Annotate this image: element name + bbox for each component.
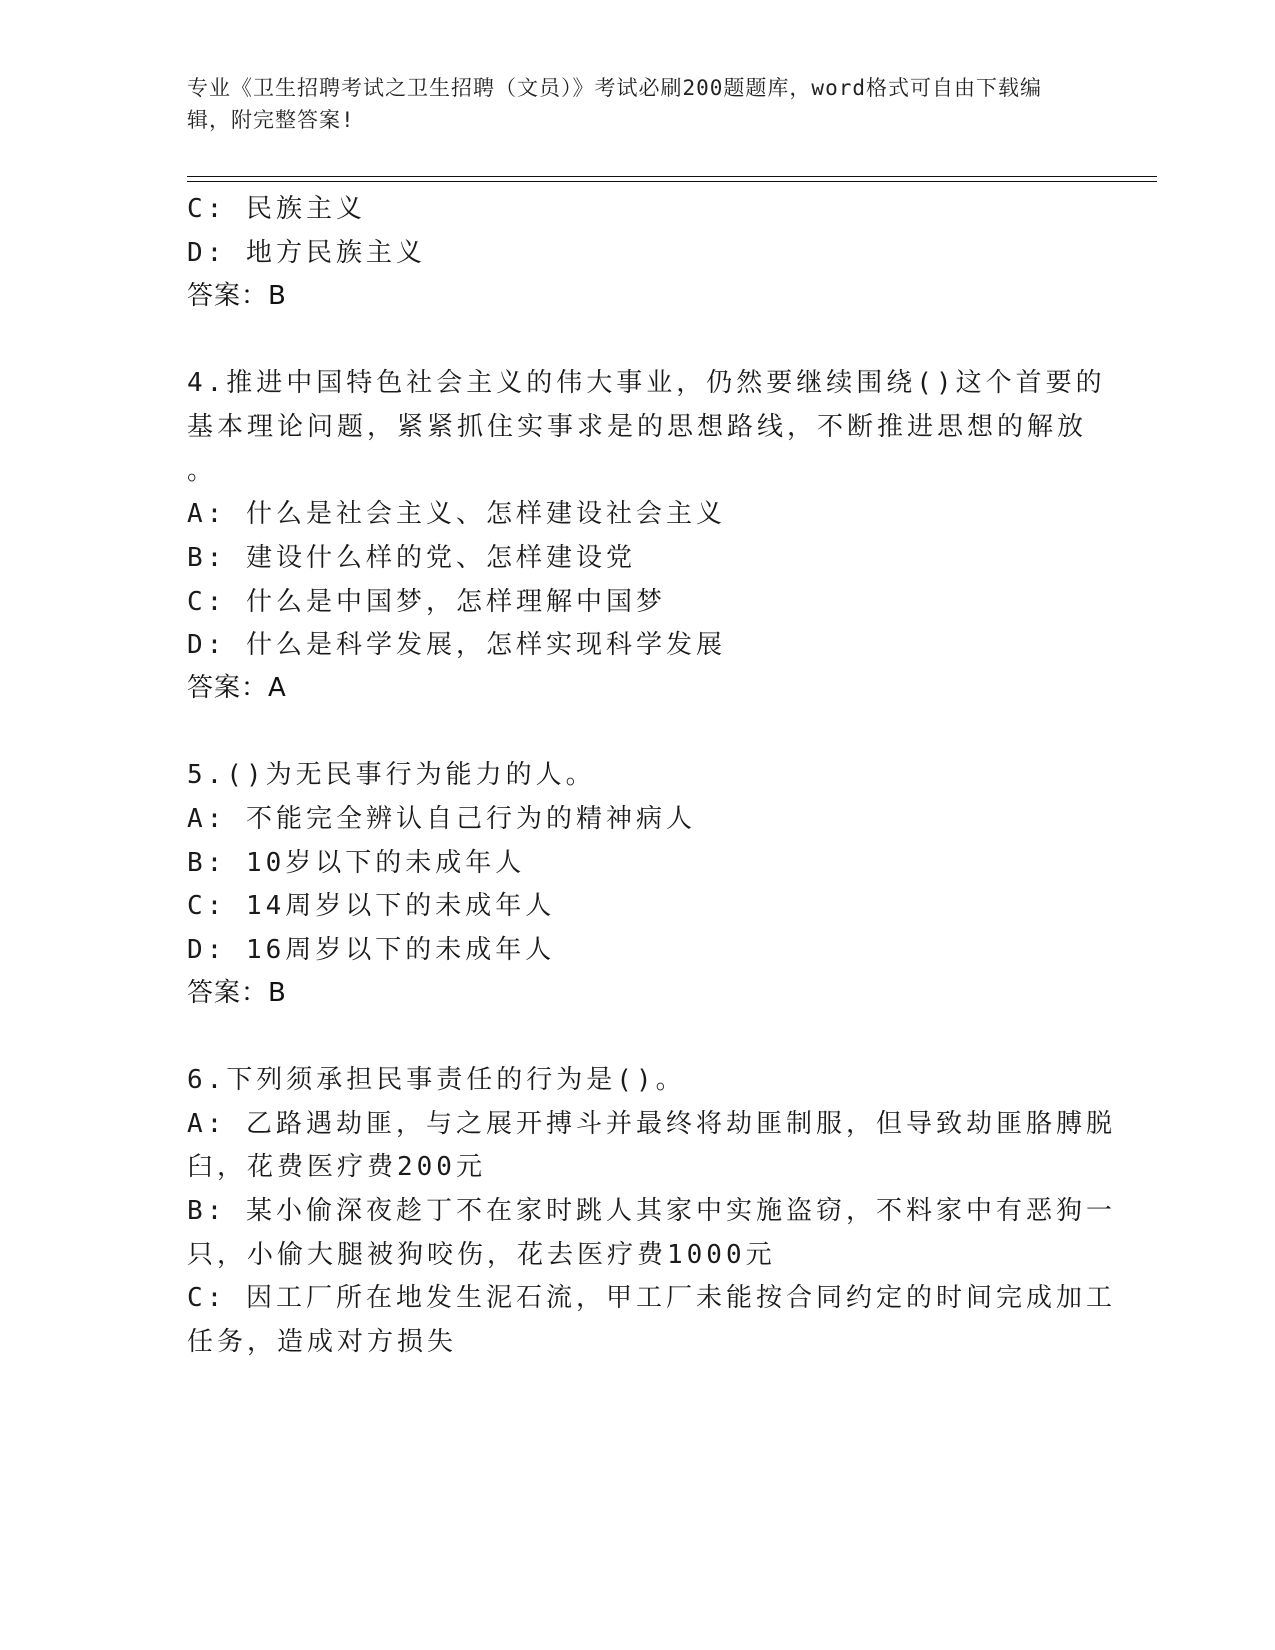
- q5-option-a: A: 不能完全辨认自己行为的精神病人: [187, 804, 696, 834]
- q6-option-b-line-2: 只，小偷大腿被狗咬伤，花去医疗费1000元: [187, 1240, 776, 1270]
- q4-option-d: D: 什么是科学发展，怎样实现科学发展: [187, 630, 726, 660]
- q4-stem-line-2: 基本理论问题，紧紧抓住实事求是的思想路线，不断推进思想的解放: [187, 412, 1088, 442]
- q3-option-c: C: 民族主义: [187, 194, 366, 224]
- header-divider-bottom: [187, 181, 1157, 182]
- q3-answer: 答案：B: [187, 281, 287, 311]
- q4-answer: 答案：A: [187, 673, 287, 703]
- q6-option-c-line-2: 任务，造成对方损失: [187, 1327, 458, 1357]
- q6-stem: 6.下列须承担民事责任的行为是()。: [187, 1065, 686, 1095]
- q4-option-a: A: 什么是社会主义、怎样建设社会主义: [187, 499, 726, 529]
- q6-option-a-line-1: A: 乙路遇劫匪，与之展开搏斗并最终将劫匪制服，但导致劫匪胳膊脱: [187, 1109, 1116, 1139]
- q5-option-b: B: 10岁以下的未成年人: [187, 848, 526, 878]
- q6-option-b-line-1: B: 某小偷深夜趁丁不在家时跳人其家中实施盗窃，不料家中有恶狗一: [187, 1196, 1116, 1226]
- q6-option-a-line-2: 臼，花费医疗费200元: [187, 1152, 486, 1182]
- q6-option-c-line-1: C: 因工厂所在地发生泥石流，甲工厂未能按合同约定的时间完成加工: [187, 1283, 1116, 1313]
- q4-stem-line-1: 4.推进中国特色社会主义的伟大事业，仍然要继续围绕()这个首要的: [187, 368, 1106, 398]
- q5-answer: 答案：B: [187, 978, 287, 1008]
- q4-option-c: C: 什么是中国梦，怎样理解中国梦: [187, 587, 666, 617]
- document-header-title: 专业《卫生招聘考试之卫生招聘（文员）》考试必刷200题题库，word格式可自由下载编辑，附完整答案!: [187, 76, 1042, 132]
- q4-stem-line-3: 。: [187, 456, 218, 486]
- q3-option-d: D: 地方民族主义: [187, 238, 426, 268]
- q4-option-b: B: 建设什么样的党、怎样建设党: [187, 543, 636, 573]
- q5-stem: 5.()为无民事行为能力的人。: [187, 760, 596, 790]
- q5-option-c: C: 14周岁以下的未成年人: [187, 891, 556, 921]
- q5-option-d: D: 16周岁以下的未成年人: [187, 935, 556, 965]
- header-divider-top: [187, 176, 1157, 177]
